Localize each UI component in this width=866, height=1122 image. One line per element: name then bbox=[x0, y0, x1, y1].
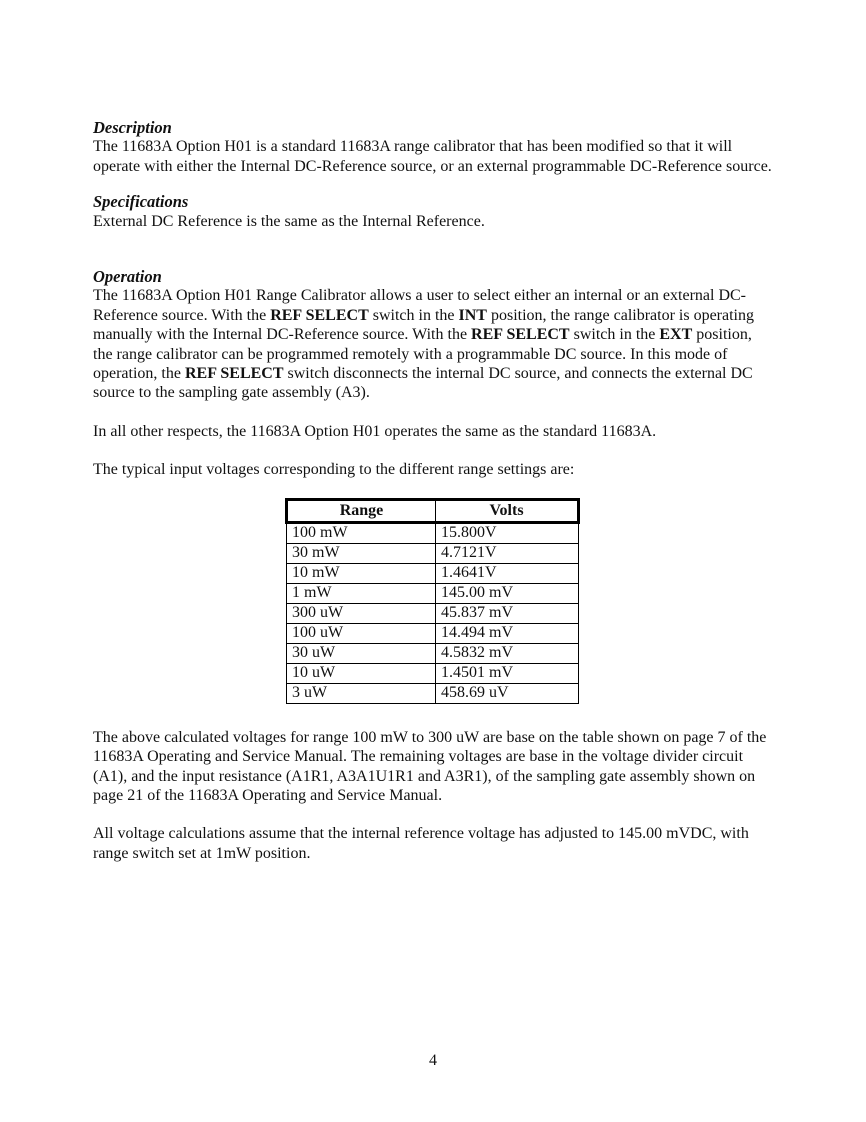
ref-select-term: REF SELECT bbox=[184, 365, 284, 383]
range-column-header: Range bbox=[287, 499, 436, 522]
calculation-basis-paragraph: The above calculated voltages for range 100 mW to 300 uW are base on the table shown on page 7 of the 11683A Operating and Service Manual. The remaining voltages are base in the voltage divider circuit (A1), and the input resistance (A1R1, A3A1U1R1 and A3R1), of the sampling gate assembly shown on page 21 of the 11683A Operating and Service Manual. bbox=[93, 728, 767, 804]
range-cell: 30 uW bbox=[287, 643, 436, 663]
same-operation-paragraph: In all other respects, the 11683A Option H01 operates the same as the standard 11683A. bbox=[93, 422, 657, 440]
table-row bbox=[287, 623, 579, 643]
ref-select-term: REF SELECT bbox=[270, 306, 369, 324]
range-cell: 10 mW bbox=[287, 563, 436, 583]
operation-text: switch in the bbox=[569, 326, 660, 344]
reference-assumption-paragraph: All voltage calculations assume that the internal reference voltage has adjusted to 145.00 mVDC, with range switch set at 1mW position. bbox=[93, 825, 749, 862]
range-cell: 3 uW bbox=[287, 683, 436, 703]
table-row bbox=[287, 603, 579, 623]
volts-cell: 15.800V bbox=[436, 522, 579, 543]
range-cell: 300 uW bbox=[287, 603, 436, 623]
operation-text: The 11683A Option H01 Range Calibrator allows a user to select either an internal or an external DC-Reference source. With the bbox=[93, 287, 746, 324]
volts-cell: 458.69 uV bbox=[436, 683, 579, 703]
operation-text: position, the range calibrator is operating manually with the Internal DC-Reference source. With the bbox=[93, 306, 754, 344]
operation-text: switch disconnects the internal DC source, and connects the external DC source to the sampling gate assembly (A3). bbox=[93, 365, 753, 402]
volts-cell: 145.00 mV bbox=[436, 583, 579, 603]
volts-cell: 4.7121V bbox=[436, 543, 579, 563]
document-page bbox=[93, 118, 773, 863]
operation-paragraph bbox=[93, 286, 773, 402]
ext-term: EXT bbox=[659, 326, 693, 344]
page-number: 4 bbox=[429, 1052, 437, 1069]
description-heading: Description bbox=[93, 118, 172, 137]
table-row bbox=[287, 543, 579, 563]
ref-select-term: REF SELECT bbox=[471, 326, 570, 344]
table-row bbox=[287, 583, 579, 603]
table-row bbox=[287, 563, 579, 583]
table-row bbox=[287, 522, 579, 543]
range-cell: 10 uW bbox=[287, 663, 436, 683]
range-cell: 100 uW bbox=[287, 623, 436, 643]
range-voltage-table-wrap bbox=[285, 498, 581, 704]
range-cell: 100 mW bbox=[287, 522, 436, 543]
table-row bbox=[287, 683, 579, 703]
specifications-heading: Specifications bbox=[93, 192, 189, 212]
table-row bbox=[287, 663, 579, 683]
table-row bbox=[287, 643, 579, 663]
volts-cell: 14.494 mV bbox=[436, 623, 579, 643]
specifications-body: External DC Reference is the same as the Internal Reference. bbox=[93, 212, 485, 230]
volts-cell: 1.4501 mV bbox=[436, 663, 579, 683]
volts-cell: 1.4641V bbox=[436, 563, 579, 583]
volts-cell: 4.5832 mV bbox=[436, 643, 579, 663]
range-cell: 30 mW bbox=[287, 543, 436, 563]
volts-cell: 45.837 mV bbox=[436, 603, 579, 623]
table-header-row bbox=[287, 499, 579, 522]
description-body: The 11683A Option H01 is a standard 11683A range calibrator that has been modified so that it will operate with either the Internal DC-Reference source, or an external programmable DC-Reference source. bbox=[93, 138, 772, 175]
range-voltage-table bbox=[285, 498, 580, 704]
typical-voltages-paragraph: The typical input voltages corresponding to the different range settings are: bbox=[93, 461, 575, 479]
operation-heading: Operation bbox=[93, 267, 162, 287]
range-cell: 1 mW bbox=[287, 583, 436, 603]
operation-text: switch in the bbox=[368, 306, 459, 324]
int-term: INT bbox=[458, 306, 487, 324]
volts-column-header: Volts bbox=[436, 499, 579, 522]
operation-text: position, the range calibrator can be programmed remotely with a programmable DC source. In this mode of operation, the bbox=[93, 326, 752, 383]
